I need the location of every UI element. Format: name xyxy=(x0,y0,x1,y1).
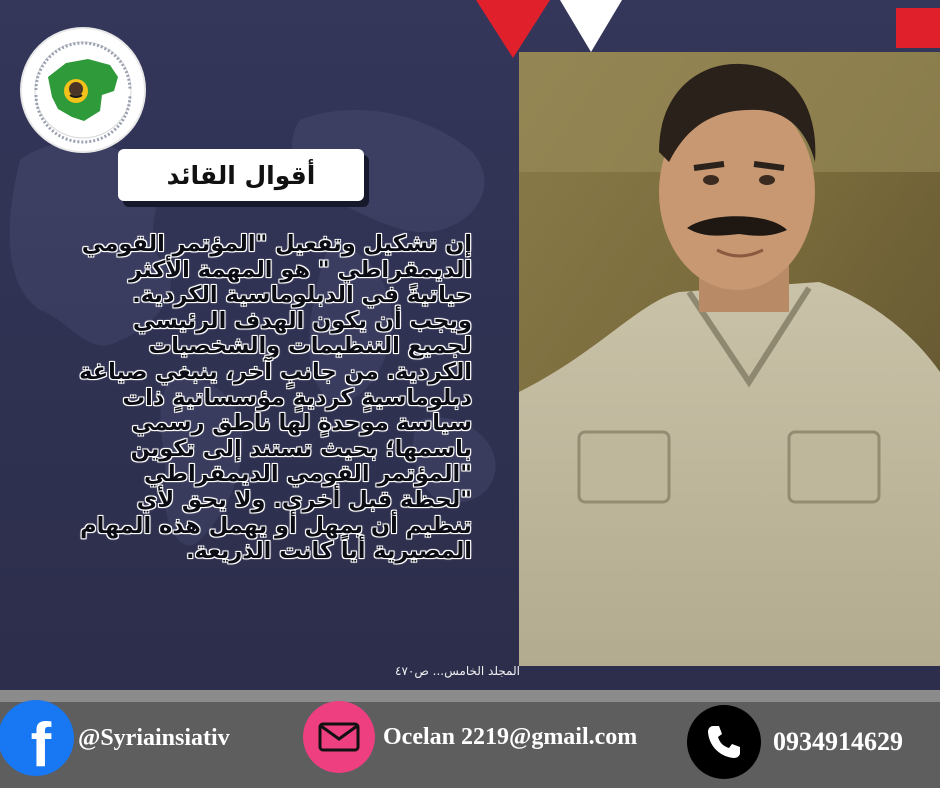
mail-icon[interactable] xyxy=(303,701,375,773)
red-triangle-decoration xyxy=(476,0,550,58)
quote-text: إن تشكيل وتفعيل "المؤتمر القومي الديمقراطي " هو المهمة الأكثر حياتيةً في الدبلوماسية الكردية. ويجب أن يكون الهدف الرئيسي لجميع التنظيمات والشخصيات الكردية. من جانبٍ آخر، ينبغي صياغة دبلوماسيةٍ كرديةٍ مؤسساتيةٍ ذات سياسة موحدةٍ لها ناطق رسمي باسمها؛ بحيث تستند إلى تكوين "المؤتمر القومي الديمقراطي "لحظة قبل أخرى. ولا يحق لأي تنظيم أن يمهل أو يهمل هذه المهام المصيرية أياً كانت الذريعة. xyxy=(79,231,472,565)
phone-number[interactable]: 0934914629 xyxy=(773,727,903,756)
quote-block xyxy=(70,232,472,565)
source-citation: المجلد الخامس... ص٤٧٠ xyxy=(395,664,520,678)
facebook-contact[interactable] xyxy=(0,700,230,780)
leader-photo xyxy=(519,52,940,666)
logo-emblem xyxy=(18,25,148,155)
email-contact[interactable] xyxy=(303,701,637,773)
title-banner xyxy=(118,149,370,207)
red-square-decoration xyxy=(896,8,940,48)
email-address[interactable]: Ocelan 2219@gmail.com xyxy=(383,723,638,750)
facebook-handle[interactable]: @Syriainsiativ xyxy=(78,724,230,751)
facebook-icon[interactable]: f xyxy=(0,700,74,776)
white-triangle-decoration xyxy=(560,0,622,52)
phone-contact[interactable] xyxy=(687,705,903,779)
page-title: أقوال القائد xyxy=(166,160,316,190)
phone-icon[interactable] xyxy=(687,705,761,779)
